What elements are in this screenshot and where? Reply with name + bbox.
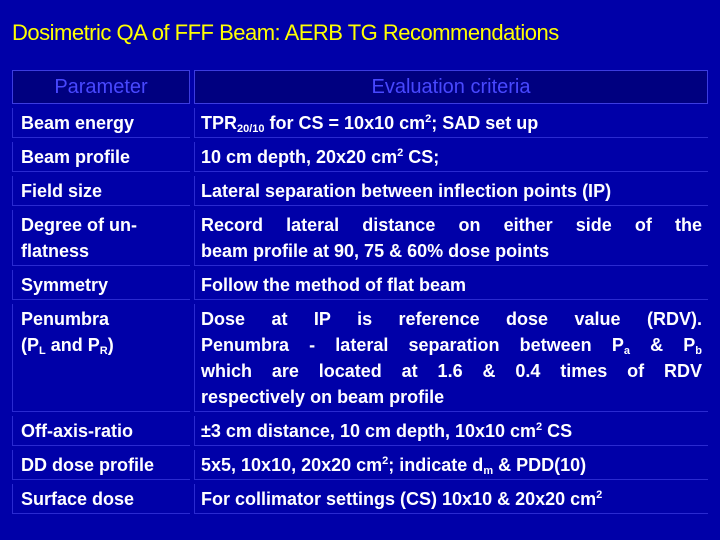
- parameter-line: Degree of un-: [21, 215, 138, 235]
- criteria-text: For collimator settings (CS) 10x10 & 20x20 cm: [201, 489, 597, 509]
- criteria-text: Penumbra - lateral separation between P: [201, 335, 624, 355]
- criteria-text: ±3 cm distance, 10 cm depth, 10x10 cm: [201, 421, 537, 441]
- table-row: [12, 210, 708, 266]
- table-row: [12, 270, 708, 300]
- criteria-line: Dose at IP is reference dose value (RDV).: [201, 309, 702, 329]
- table-row: [12, 416, 708, 446]
- header-parameter: Parameter: [12, 70, 190, 104]
- subscript: 20/10: [237, 123, 265, 135]
- subscript: L: [39, 345, 46, 357]
- table-row: [12, 450, 708, 480]
- criteria-text: & P: [629, 335, 696, 355]
- superscript: 2: [596, 489, 603, 501]
- table-row: [12, 304, 708, 412]
- table-row: [12, 108, 708, 138]
- subscript: b: [695, 345, 703, 357]
- superscript: 2: [536, 421, 543, 433]
- criteria-text: CS;: [403, 147, 440, 167]
- parameter-text: (P: [21, 335, 39, 355]
- parameter-cell: Beam profile: [12, 142, 190, 172]
- slide-title: Dosimetric QA of FFF Beam: AERB TG Recommendations: [12, 20, 559, 45]
- criteria-text: for CS = 10x10 cm: [264, 113, 426, 133]
- table-row: [12, 142, 708, 172]
- parameter-cell: DD dose profile: [12, 450, 190, 480]
- subscript: a: [623, 345, 630, 357]
- criteria-text: 5x5, 10x10, 20x20 cm: [201, 455, 383, 475]
- criteria-cell: Follow the method of flat beam: [194, 270, 708, 300]
- parameter-line: flatness: [21, 241, 90, 261]
- criteria-line: which are located at 1.6 & 0.4 times of RDV: [201, 361, 702, 381]
- header-evaluation-criteria: Evaluation criteria: [194, 70, 708, 104]
- criteria-cell: [194, 484, 708, 514]
- superscript: 2: [425, 113, 432, 125]
- criteria-line: respectively on beam profile: [201, 387, 445, 407]
- superscript: 2: [397, 147, 404, 159]
- criteria-cell: [194, 450, 708, 480]
- subscript: R: [99, 345, 108, 357]
- criteria-text: CS: [542, 421, 573, 441]
- parameter-cell: Beam energy: [12, 108, 190, 138]
- parameter-text: ): [107, 335, 114, 355]
- criteria-cell: [194, 210, 708, 266]
- criteria-text: & PDD(10): [493, 455, 587, 475]
- superscript: 2: [382, 455, 389, 467]
- criteria-cell: [194, 304, 708, 412]
- criteria-text: ; indicate d: [388, 455, 484, 475]
- criteria-cell: [194, 416, 708, 446]
- table-row: [12, 176, 708, 206]
- parameter-text: and P: [45, 335, 100, 355]
- criteria-text: 10 cm depth, 20x20 cm: [201, 147, 398, 167]
- parameter-cell: Off-axis-ratio: [12, 416, 190, 446]
- criteria-cell: Lateral separation between inflection points (IP): [194, 176, 708, 206]
- recommendations-table: [8, 66, 712, 518]
- table-row: [12, 484, 708, 514]
- criteria-line: [201, 332, 702, 358]
- parameter-cell: [12, 210, 190, 266]
- parameter-line: [21, 332, 184, 358]
- criteria-text: ; SAD set up: [431, 113, 539, 133]
- parameter-cell: Field size: [12, 176, 190, 206]
- criteria-cell: [194, 142, 708, 172]
- criteria-line: Record lateral distance on either side of the: [201, 215, 702, 235]
- parameter-cell: Symmetry: [12, 270, 190, 300]
- criteria-text: TPR: [201, 113, 237, 133]
- parameter-cell: Surface dose: [12, 484, 190, 514]
- parameter-line: Penumbra: [21, 309, 110, 329]
- parameter-cell: [12, 304, 190, 412]
- criteria-cell: [194, 108, 708, 138]
- table-header-row: [12, 70, 708, 104]
- criteria-line: beam profile at 90, 75 & 60% dose points: [201, 241, 550, 261]
- subscript: m: [483, 465, 494, 477]
